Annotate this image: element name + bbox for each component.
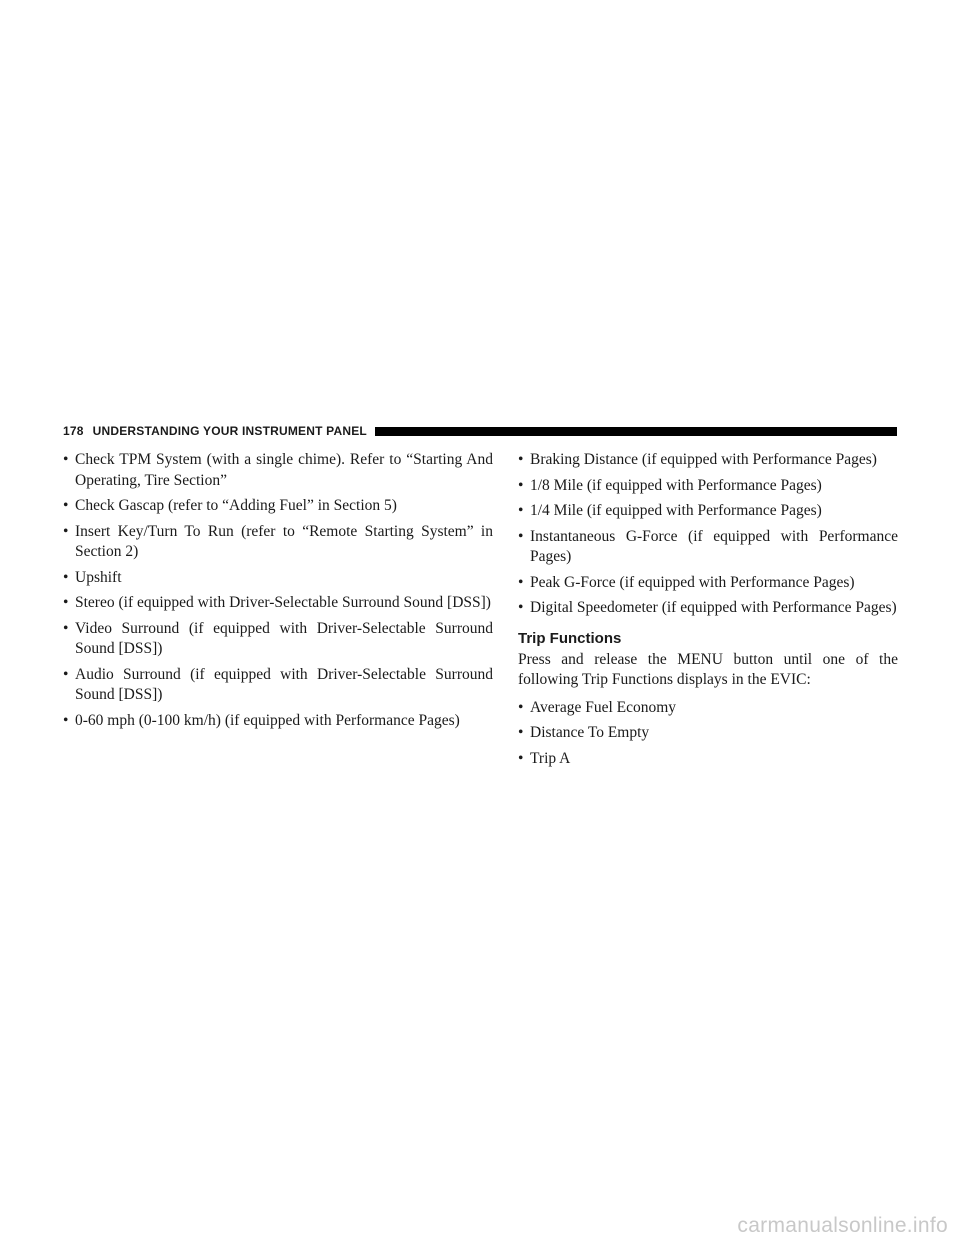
list-item: • Audio Surround (if equipped with Driver-Selectable Surround Sound [DSS]) <box>63 665 493 703</box>
header-rule <box>375 427 897 436</box>
bullet-icon: • <box>63 568 69 586</box>
message-list <box>63 450 493 731</box>
bullet-icon: • <box>518 573 524 591</box>
list-item: • Braking Distance (if equipped with Performance Pages) <box>518 450 898 471</box>
left-column <box>63 450 493 736</box>
bullet-icon: • <box>518 476 524 494</box>
bullet-icon: • <box>63 711 69 729</box>
section-title: UNDERSTANDING YOUR INSTRUMENT PANEL <box>92 424 367 438</box>
bullet-icon: • <box>518 698 524 716</box>
list-item: • Insert Key/Turn To Run (refer to “Remote Starting System” in Section 2) <box>63 522 493 560</box>
right-column <box>518 450 898 774</box>
bullet-icon: • <box>63 619 69 637</box>
list-item: • 1/4 Mile (if equipped with Performance Pages) <box>518 501 898 522</box>
list-item: • Trip A <box>518 749 898 770</box>
page-number: 178 <box>63 424 84 438</box>
bullet-icon: • <box>518 599 524 616</box>
list-item: • Video Surround (if equipped with Driver-Selectable Surround Sound [DSS]) <box>63 619 493 657</box>
bullet-icon: • <box>518 749 524 767</box>
bullet-icon: • <box>63 665 69 683</box>
bullet-icon: • <box>63 594 69 611</box>
performance-list <box>518 450 898 619</box>
bullet-icon: • <box>518 724 524 741</box>
list-item: • Check Gascap (refer to “Adding Fuel” in Section 5) <box>63 496 493 517</box>
trip-functions-heading: Trip Functions <box>518 629 622 647</box>
bullet-icon: • <box>63 451 69 468</box>
bullet-icon: • <box>63 497 69 514</box>
watermark: carmanualsonline.info <box>737 1214 948 1237</box>
list-item: • Digital Speedometer (if equipped with Performance Pages) <box>518 598 898 619</box>
page-header <box>63 423 897 439</box>
list-item: • Distance To Empty <box>518 723 898 744</box>
list-item: • Stereo (if equipped with Driver-Selectable Surround Sound [DSS]) <box>63 593 493 614</box>
list-item: • Upshift <box>63 568 493 589</box>
list-item: • 0-60 mph (0-100 km/h) (if equipped with Performance Pages) <box>63 711 493 732</box>
trip-list <box>518 698 898 770</box>
list-item: • 1/8 Mile (if equipped with Performance Pages) <box>518 476 898 497</box>
bullet-icon: • <box>518 451 524 468</box>
list-item: • Peak G-Force (if equipped with Performance Pages) <box>518 573 898 594</box>
bullet-icon: • <box>518 527 524 545</box>
bullet-icon: • <box>518 502 524 519</box>
bullet-icon: • <box>63 522 69 540</box>
list-item: • Instantaneous G-Force (if equipped with Performance Pages) <box>518 527 898 565</box>
list-item: • Check TPM System (with a single chime). Refer to “Starting And Operating, Tire Section” <box>63 451 493 489</box>
list-item: • Average Fuel Economy <box>518 698 898 719</box>
trip-functions-paragraph: Press and release the MENU button until one of the following Trip Functions displays in the EVIC: <box>518 650 898 688</box>
